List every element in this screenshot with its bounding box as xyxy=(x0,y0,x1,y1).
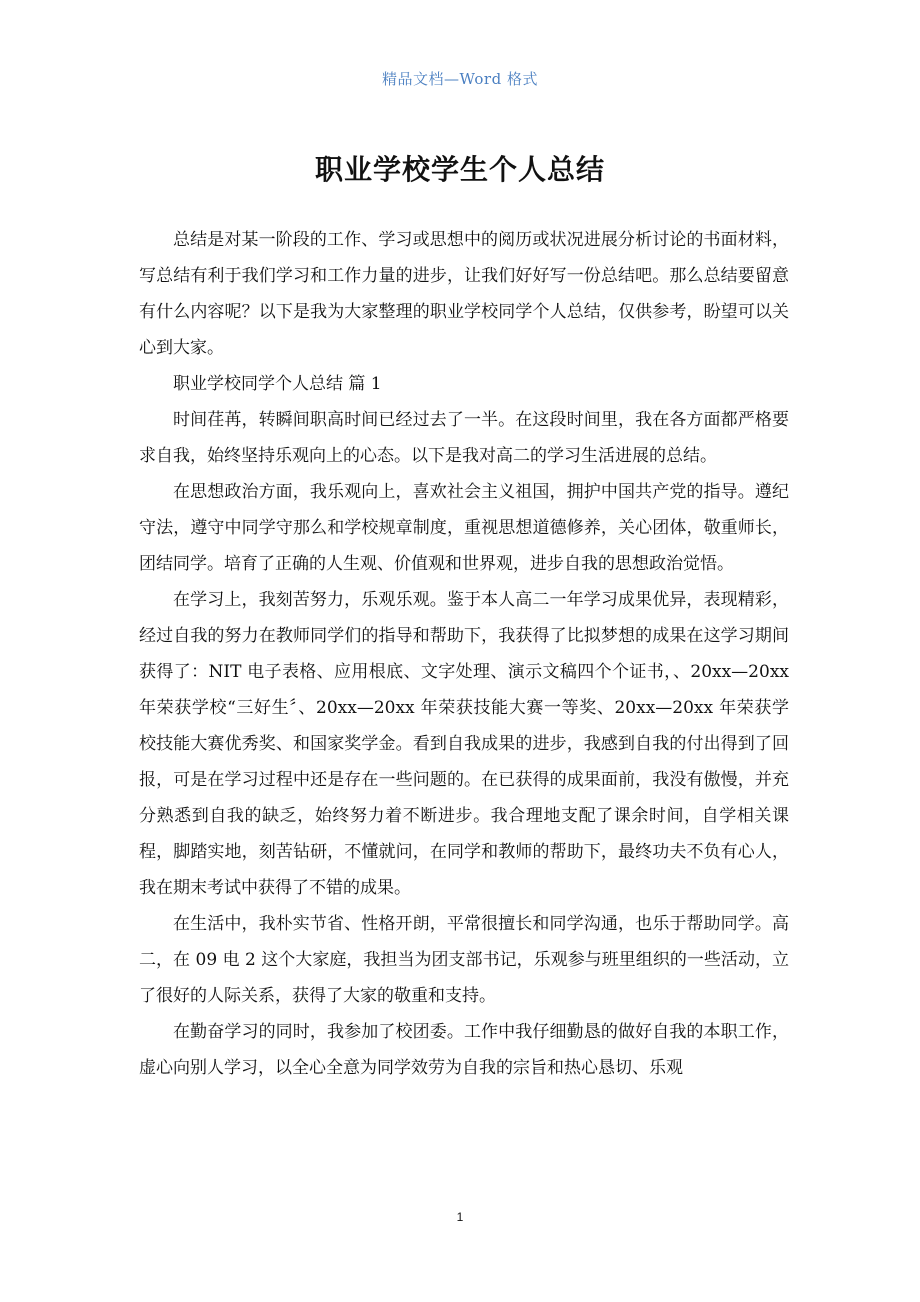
body-paragraph: 时间荏苒，转瞬间职高时间已经过去了一半。在这段时间里，我在各方面都严格要求自我，始终坚持乐观向上的心态。以下是我对高二的学习生活进展的总结。 xyxy=(139,410,789,466)
body-paragraph: 在思想政治方面，我乐观向上，喜欢社会主义祖国，拥护中国共产党的指导。遵纪守法，遵守中同学守那么和学校规章制度，重视思想道德修养，关心团体，敬重师长，团结同学。培育了正确的人生观、价值观和世界观，进步自我的思想政治觉悟。 xyxy=(139,482,789,574)
document-body xyxy=(139,222,789,1086)
intro-paragraph: 总结是对某一阶段的工作、学习或思想中的阅历或状况进展分析讨论的书面材料，写总结有利于我们学习和工作力量的进步，让我们好好写一份总结吧。那么总结要留意有什么内容呢？以下是我为大家整理的职业学校同学个人总结，仅供参考，盼望可以关心到大家。 xyxy=(139,230,789,358)
body-paragraph: 在学习上，我刻苦努力，乐观乐观。鉴于本人高二一年学习成果优异，表现精彩，经过自我的努力在教师同学们的指导和帮助下，我获得了比拟梦想的成果在这学习期间获得了：NIT 电子表格、应用根底、文字处理、演示文稿四个个证书，、20xx—20xx 年荣获学校“三好生〞、20xx—20xx 年荣获技能大赛一等奖、20xx—20xx 年荣获学校技能大赛优秀奖、和国家奖学金。看到自我成果的进步，我感到自我的付出得到了回报，可是在学习过程中还是存在一些问题的。在已获得的成果面前，我没有傲慢，并充分熟悉到自我的缺乏，始终努力着不断进步。我合理地支配了课余时间，自学相关课程，脚踏实地，刻苦钻研，不懂就问，在同学和教师的帮助下，最终功夫不负有心人，我在期末考试中获得了不错的成果。 xyxy=(139,590,789,898)
body-paragraph: 在生活中，我朴实节省、性格开朗，平常很擅长和同学沟通，也乐于帮助同学。高二，在 09 电 2 这个大家庭，我担当为团支部书记，乐观参与班里组织的一些活动，立了很好的人际关系，获得了大家的敬重和支持。 xyxy=(139,914,789,1006)
page-number: 1 xyxy=(456,1210,464,1224)
section-heading: 职业学校同学个人总结 篇 1 xyxy=(173,374,382,394)
page-header: 精品文档—Word 格式 xyxy=(382,70,538,88)
body-paragraph: 在勤奋学习的同时，我参加了校团委。工作中我仔细勤恳的做好自我的本职工作，虚心向别人学习，以全心全意为同学效劳为自我的宗旨和热心恳切、乐观 xyxy=(139,1022,789,1078)
document-title: 职业学校学生个人总结 xyxy=(314,153,605,186)
